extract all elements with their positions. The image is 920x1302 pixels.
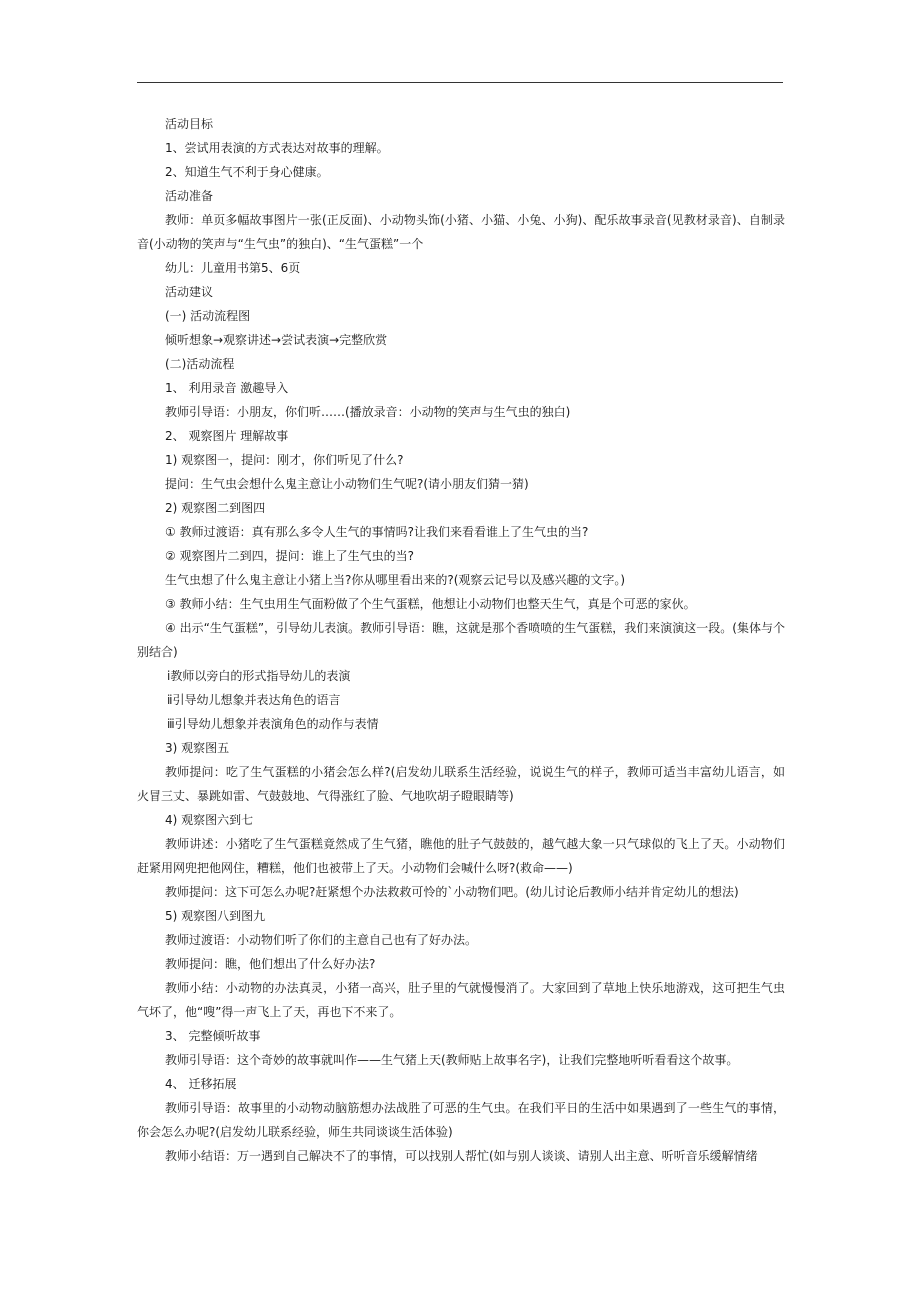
sub-5-title: 5) 观察图八到图九 [165, 909, 266, 923]
teacher-materials: 教师：单页多幅故事图片一张(正反面)、小动物头饰(小猪、小猫、小兔、小狗)、配乐故事录音(见教材录音)、自制录音(小动物的笑声与“生气虫”的独白)、“生气蛋糕”一个 [137, 213, 785, 251]
sub-4-title: 4) 观察图六到七 [165, 813, 254, 827]
roman-item-1: ⅰ教师以旁白的形式指导幼儿的表演 [167, 669, 351, 683]
document-body [137, 112, 785, 1168]
sub-2-item-2: ② 观察图片二到四，提问：谁上了生气虫的当? [165, 549, 414, 563]
sub-2-item-4: ④ 出示“生气蛋糕”，引导幼儿表演。教师引导语：瞧，这就是那个香喷喷的生气蛋糕，我们来演演这一段。(集体与个别结合) [137, 621, 785, 659]
sub-2-title: 2) 观察图二到图四 [165, 501, 266, 515]
header-rule [137, 82, 783, 83]
step-3-title: 3、 完整倾听故事 [165, 1029, 261, 1043]
flowchart-steps: 倾听想象→观察讲述→尝试表演→完整欣赏 [165, 333, 388, 347]
step-4-text: 教师引导语：故事里的小动物动脑筋想办法战胜了可恶的生气虫。在我们平日的生活中如果遇到了一些生气的事情，你会怎么办呢?(启发幼儿联系经验，师生共同谈谈生活体验) [137, 1101, 785, 1139]
sub-2-item-1: ① 教师过渡语：真有那么多令人生气的事情吗?让我们来看看谁上了生气虫的当? [165, 525, 589, 539]
section-flowchart: (一) 活动流程图 [165, 309, 251, 323]
heading-goals: 活动目标 [165, 117, 214, 131]
sub-4-narration: 教师讲述：小猪吃了生气蛋糕竟然成了生气猪，瞧他的肚子气鼓鼓的，越气越大象一只气球似的飞上了天。小动物们赶紧用网兜把他网住，糟糕，他们也被带上了天。小动物们会喊什么呀?(救命——) [137, 837, 785, 875]
sub-5-question: 教师提问：瞧，他们想出了什么好办法? [165, 957, 376, 971]
sub-3-title: 3) 观察图五 [165, 741, 230, 755]
sub-2-item-2-detail: 生气虫想了什么鬼主意让小猪上当?你从哪里看出来的?(观察云记号以及感兴趣的文字。) [165, 573, 626, 587]
sub-2-item-3: ③ 教师小结：生气虫用生气面粉做了个生气蛋糕，他想让小动物们也整天生气，真是个可恶的家伙。 [165, 597, 696, 611]
step-4-summary: 教师小结语：万一遇到自己解决不了的事情，可以找别人帮忙(如与别人谈谈、请别人出主意、听听音乐缓解情绪 [165, 1149, 758, 1163]
roman-item-2: ⅱ引导幼儿想象并表达角色的语言 [167, 693, 341, 707]
sub-1-title: 1) 观察图一，提问：刚才，你们听见了什么? [165, 453, 404, 467]
roman-item-3: ⅲ引导幼儿想象并表演角色的动作与表情 [167, 717, 379, 731]
sub-5-transition: 教师过渡语：小动物们听了你们的主意自己也有了好办法。 [165, 933, 478, 947]
section-process: (二)活动流程 [165, 357, 235, 371]
child-materials: 幼儿：儿童用书第5、6页 [165, 261, 301, 275]
step-1-title: 1、 利用录音 激趣导入 [165, 381, 289, 395]
sub-4-question: 教师提问：这下可怎么办呢?赶紧想个办法救救可怜的`小动物们吧。(幼儿讨论后教师小结并肯定幼儿的想法) [165, 885, 739, 899]
step-2-title: 2、 观察图片 理解故事 [165, 429, 289, 443]
sub-5-summary: 教师小结：小动物的办法真灵，小猪一高兴，肚子里的气就慢慢消了。大家回到了草地上快乐地游戏，这可把生气虫气坏了，他“嗖”得一声飞上了天，再也下不来了。 [137, 981, 785, 1019]
step-1-text: 教师引导语：小朋友，你们听……(播放录音：小动物的笑声与生气虫的独白) [165, 405, 571, 419]
step-3-text: 教师引导语：这个奇妙的故事就叫作——生气猪上天(教师贴上故事名字)，让我们完整地听听看看这个故事。 [165, 1053, 739, 1067]
step-4-title: 4、 迁移拓展 [165, 1077, 237, 1091]
heading-preparation: 活动准备 [165, 189, 214, 203]
heading-suggestions: 活动建议 [165, 285, 214, 299]
goal-2: 2、知道生气不利于身心健康。 [165, 165, 329, 179]
goal-1: 1、尝试用表演的方式表达对故事的理解。 [165, 141, 389, 155]
sub-3-question: 教师提问：吃了生气蛋糕的小猪会怎么样?(启发幼儿联系生活经验，说说生气的样子，教师可适当丰富幼儿语言，如火冒三丈、暴跳如雷、气鼓鼓地、气得涨红了脸、气地吹胡子瞪眼睛等) [137, 765, 785, 803]
sub-1-question: 提问：生气虫会想什么鬼主意让小动物们生气呢?(请小朋友们猜一猜) [165, 477, 529, 491]
